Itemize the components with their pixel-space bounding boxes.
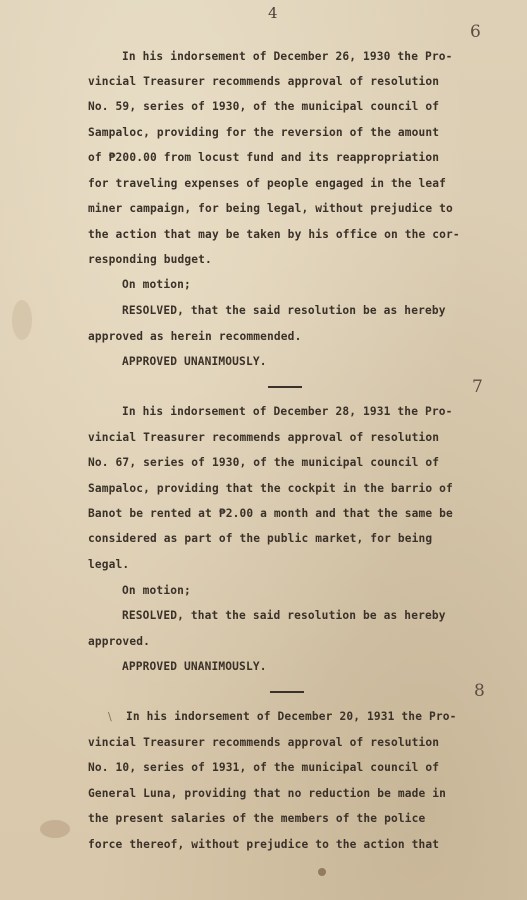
- text-line: Sampaloc, providing that the cockpit in the barrio of: [88, 482, 453, 495]
- text-line: of ₱200.00 from locust fund and its reappropriation: [88, 151, 440, 164]
- section-separator: [268, 386, 302, 388]
- text-line: No. 59, series of 1930, of the municipal council of: [88, 100, 440, 113]
- text-line: considered as part of the public market, for being: [88, 532, 433, 545]
- text-line: No. 10, series of 1931, of the municipal council of: [88, 761, 440, 774]
- text-line: General Luna, providing that no reduction be made in: [88, 787, 447, 800]
- margin-item-number: 8: [474, 681, 485, 701]
- section-separator: [270, 691, 304, 693]
- stain: [12, 300, 32, 340]
- approved-text: APPROVED UNANIMOUSLY.: [122, 355, 267, 368]
- stain: [40, 820, 70, 838]
- resolved-text: RESOLVED, that the said resolution be as hereby: [122, 304, 446, 317]
- text-line: legal.: [88, 558, 130, 571]
- resolved-text: approved as herein recommended.: [88, 330, 302, 343]
- text-line: responding budget.: [88, 253, 212, 266]
- margin-item-number: 6: [470, 22, 481, 42]
- stain: [318, 868, 326, 876]
- text-line: force thereof, without prejudice to the action that: [88, 838, 440, 851]
- text-line: In his indorsement of December 20, 1931 the Pro-: [126, 710, 457, 723]
- motion-text: On motion;: [122, 278, 191, 291]
- margin-item-number: 7: [472, 377, 483, 397]
- text-line: the present salaries of the members of the police: [88, 812, 426, 825]
- resolved-text: approved.: [88, 635, 150, 648]
- text-line: vincial Treasurer recommends approval of resolution: [88, 431, 440, 444]
- page-number: 4: [268, 4, 278, 22]
- text-line: miner campaign, for being legal, without prejudice to: [88, 202, 453, 215]
- motion-text: On motion;: [122, 584, 191, 597]
- text-line: No. 67, series of 1930, of the municipal council of: [88, 456, 440, 469]
- text-line: vincial Treasurer recommends approval of resolution: [88, 736, 440, 749]
- text-line: vincial Treasurer recommends approval of resolution: [88, 75, 440, 88]
- text-line: In his indorsement of December 26, 1930 the Pro-: [122, 50, 453, 63]
- resolved-text: RESOLVED, that the said resolution be as hereby: [122, 609, 446, 622]
- text-line: Banot be rented at ₱2.00 a month and that the same be: [88, 507, 453, 520]
- text-line: In his indorsement of December 28, 1931 the Pro-: [122, 405, 453, 418]
- text-line: Sampaloc, providing for the reversion of the amount: [88, 126, 440, 139]
- margin-mark: \: [108, 710, 112, 723]
- approved-text: APPROVED UNANIMOUSLY.: [122, 660, 267, 673]
- text-line: the action that may be taken by his office on the cor-: [88, 228, 460, 241]
- text-line: for traveling expenses of people engaged in the leaf: [88, 177, 447, 190]
